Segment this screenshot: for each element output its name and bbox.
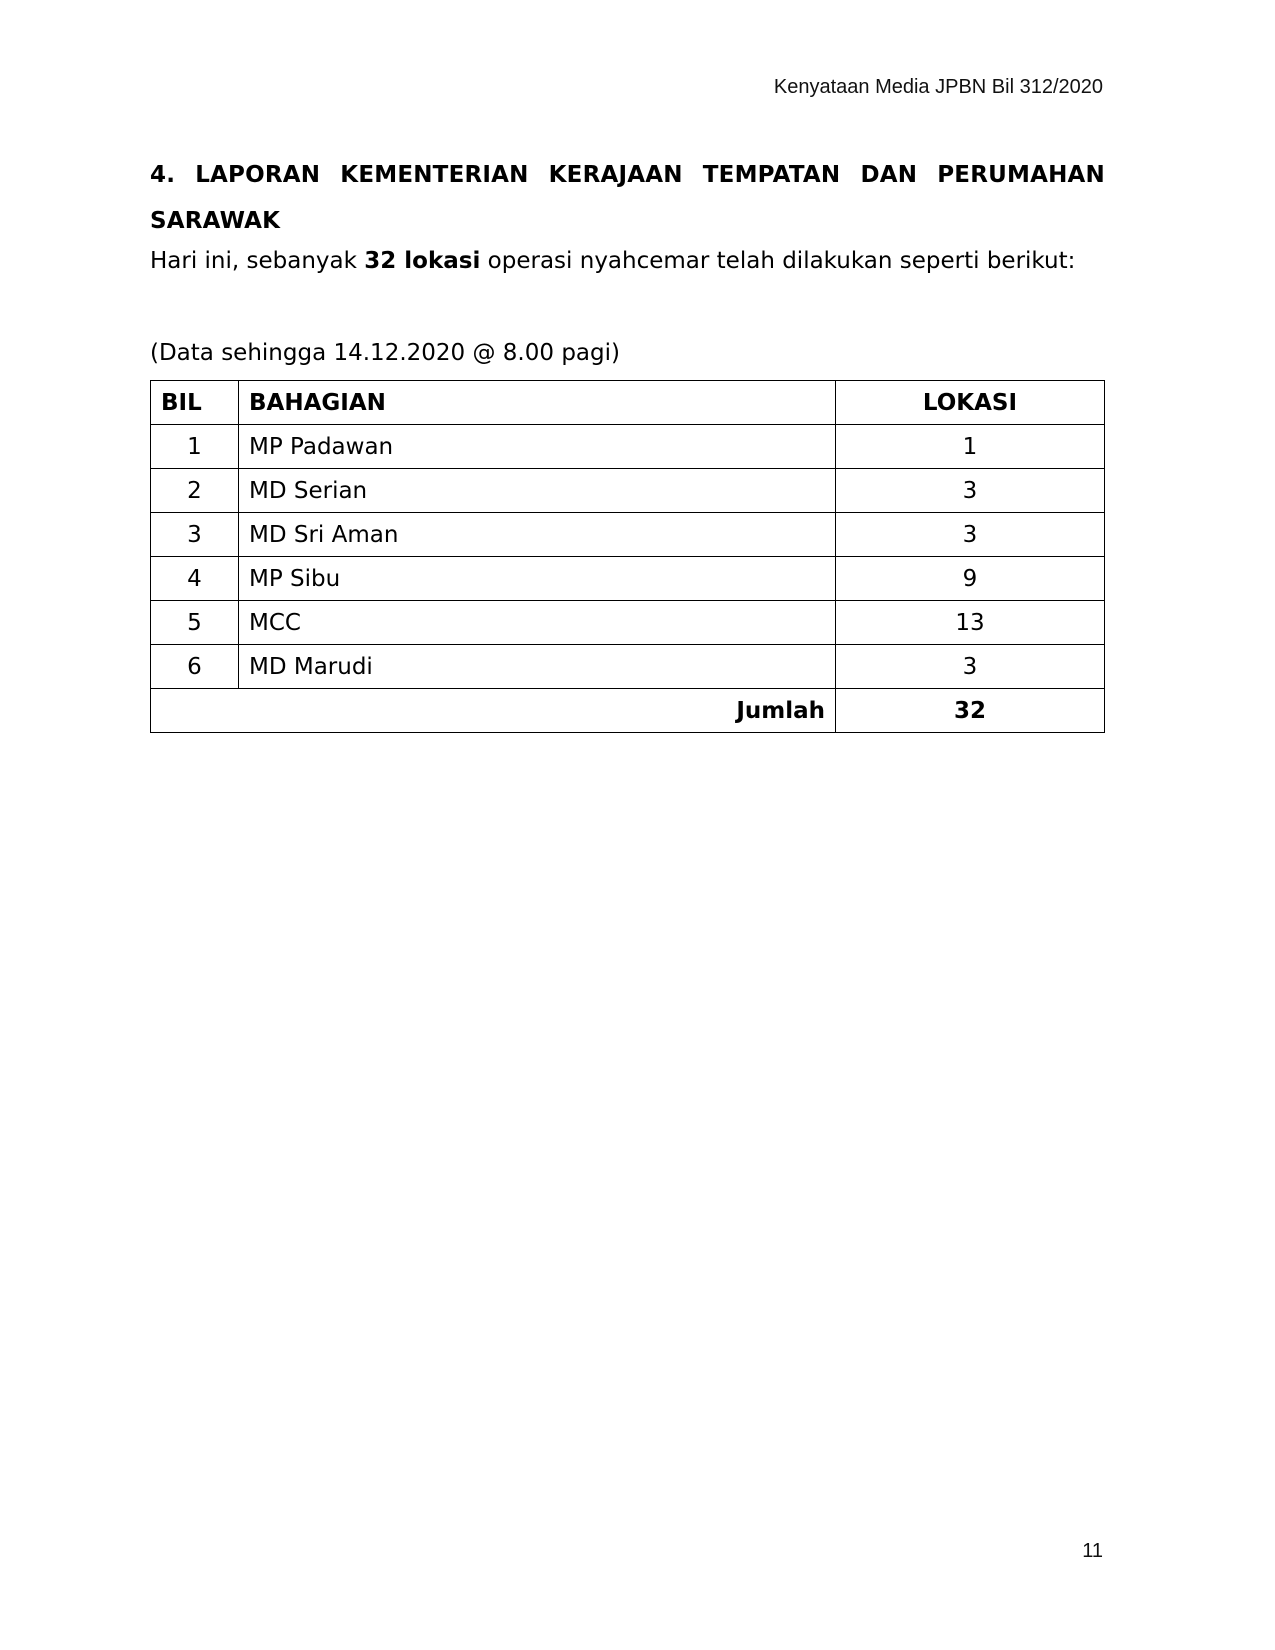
total-row [151,689,1105,733]
cell-bil: 3 [151,513,239,557]
page-number: 11 [1082,1540,1103,1562]
data-date-note: (Data sehingga 14.12.2020 @ 8.00 pagi) [150,340,620,366]
cell-lokasi: 9 [836,557,1105,601]
section-heading: 4. LAPORAN KEMENTERIAN KERAJAAN TEMPATAN DAN PERUMAHAN SARAWAK [150,162,1105,234]
header-bahagian: BAHAGIAN [239,381,836,425]
intro-paragraph [150,246,1075,276]
cell-lokasi: 3 [836,645,1105,689]
location-table [150,380,1105,733]
cell-bil: 5 [151,601,239,645]
cell-bahagian: MCC [239,601,836,645]
cell-lokasi: 3 [836,513,1105,557]
cell-bahagian: MD Marudi [239,645,836,689]
cell-bil: 2 [151,469,239,513]
cell-bil: 6 [151,645,239,689]
table-row [151,645,1105,689]
header-lokasi: LOKASI [836,381,1105,425]
intro-text-start: Hari ini, sebanyak [150,248,365,274]
table-row [151,469,1105,513]
table-row [151,513,1105,557]
table-row [151,425,1105,469]
table-header-row [151,381,1105,425]
intro-text-end: operasi nyahcemar telah dilakukan seperti berikut: [480,248,1076,274]
cell-bil: 4 [151,557,239,601]
table-row [151,557,1105,601]
cell-bahagian: MD Sri Aman [239,513,836,557]
document-header: Kenyataan Media JPBN Bil 312/2020 [773,76,1103,98]
cell-lokasi: 1 [836,425,1105,469]
intro-highlight: 32 lokasi [364,248,481,274]
total-value: 32 [836,689,1105,733]
cell-bahagian: MD Serian [239,469,836,513]
total-label: Jumlah [151,689,836,733]
cell-lokasi: 13 [836,601,1105,645]
header-bil: BIL [151,381,239,425]
table-row [151,601,1105,645]
cell-bahagian: MP Sibu [239,557,836,601]
cell-bahagian: MP Padawan [239,425,836,469]
cell-lokasi: 3 [836,469,1105,513]
cell-bil: 1 [151,425,239,469]
